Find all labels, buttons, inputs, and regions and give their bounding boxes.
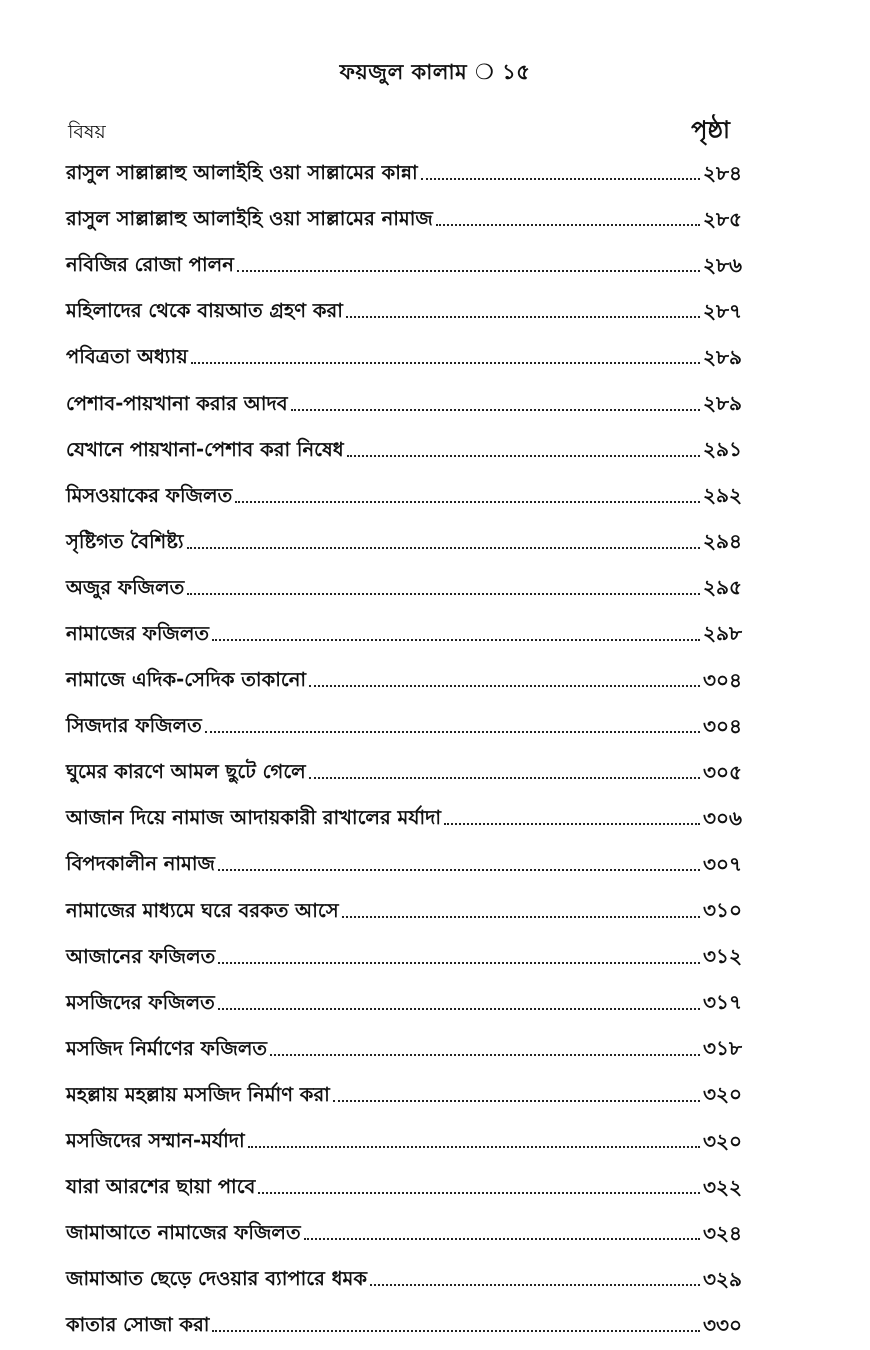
toc-entry-page: ৩১০	[703, 898, 742, 923]
toc-entry	[66, 475, 742, 521]
toc-entry	[66, 843, 742, 889]
toc-entry	[66, 1304, 742, 1350]
toc-entry-page: ৩২২	[702, 1174, 742, 1199]
toc-entry-title: মহিলাদের থেকে বায়আত গ্রহণ করা	[66, 299, 343, 323]
toc-entry-title: মসজিদের সম্মান-মর্যাদা	[66, 1129, 245, 1153]
toc-entry-page: ৩২০	[702, 1128, 742, 1153]
toc-entry-page: ৩১৭	[703, 990, 742, 1015]
toc-entry-page: ৩০৬	[702, 805, 742, 830]
toc-entry-page: ২৮৪	[703, 160, 742, 185]
toc-entry	[66, 1258, 742, 1304]
dot-leader	[258, 1192, 700, 1194]
toc-entry	[66, 521, 742, 567]
toc-entry-page: ২৯৫	[703, 575, 742, 600]
dot-leader	[218, 1008, 700, 1010]
toc-entry-title: নামাজে এদিক-সেদিক তাকানো	[66, 668, 307, 692]
toc-entry	[66, 659, 742, 705]
toc-entry-title: ঘুমের কারণে আমল ছুটে গেলে	[66, 760, 306, 784]
dot-leader	[421, 178, 700, 180]
toc-entry	[66, 336, 742, 382]
toc-entry-title: নামাজের ফজিলত	[66, 621, 210, 645]
dot-leader	[218, 869, 700, 871]
toc-entry	[66, 1028, 742, 1074]
toc-entry-title: রাসুল সাল্লাল্লাহু আলাইহি ওয়া সাল্লামের কান্না	[66, 161, 418, 185]
toc-entry-page: ২৯২	[703, 483, 742, 508]
dot-leader	[237, 270, 700, 272]
toc-entry-title: মহল্লায় মহল্লায় মসজিদ নির্মাণ করা	[66, 1082, 330, 1106]
toc-entry	[66, 1074, 742, 1120]
toc-entry-page: ৩০৪	[703, 667, 742, 692]
dot-leader	[304, 1238, 700, 1240]
toc-entry	[66, 198, 742, 244]
toc-entry-page: ৩৩০	[702, 1312, 742, 1337]
toc-entry-title: রাসুল সাল্লাল্লাহু আলাইহি ওয়া সাল্লামের নামাজ	[66, 207, 433, 231]
toc-entry-page: ২৮৯	[703, 391, 742, 416]
dot-leader	[333, 1100, 700, 1102]
toc-entry-page: ২৮৫	[703, 206, 742, 231]
toc-entry	[66, 382, 742, 428]
toc-entry-page: ২৯৮	[703, 621, 742, 646]
toc-entry-title: পবিত্রতা অধ্যায়	[66, 345, 188, 369]
dot-leader	[309, 685, 700, 687]
toc-entry-page: ৩০৪	[703, 713, 742, 738]
toc-entry-title: যারা আরশের ছায়া পাবে	[66, 1175, 256, 1199]
toc-entry	[66, 152, 742, 198]
dot-leader	[309, 777, 700, 779]
toc-entry-page: ৩০৫	[703, 759, 742, 784]
dot-leader	[191, 362, 700, 364]
toc-entry-title: নামাজের মাধ্যমে ঘরে বরকত আসে	[66, 898, 339, 922]
toc-entry-page: ৩২৪	[703, 1220, 742, 1245]
toc-entry-page: ২৯৪	[703, 529, 742, 554]
dot-leader	[205, 731, 700, 733]
toc-entry	[66, 751, 742, 797]
dot-leader	[218, 962, 700, 964]
toc-entry	[66, 797, 742, 843]
toc-entry-title: মসজিদ নির্মাণের ফজিলত	[66, 1036, 268, 1060]
toc-entry-page: ২৮৬	[703, 252, 742, 277]
toc-entry-page: ৩০৭	[702, 851, 742, 876]
toc-entry	[66, 890, 742, 936]
table-of-contents	[66, 152, 742, 1350]
dot-leader	[347, 455, 700, 457]
dot-leader	[187, 547, 700, 549]
toc-entry-title: কাতার সোজা করা	[66, 1313, 210, 1337]
toc-entry-page: ২৮৯	[703, 344, 742, 369]
toc-entry	[66, 1166, 742, 1212]
toc-entry-title: অজুর ফজিলত	[66, 575, 185, 599]
toc-entry-page: ২৯১	[703, 437, 742, 462]
toc-entry-page: ৩১৮	[703, 1036, 742, 1061]
topic-column-label: বিষয়	[68, 121, 106, 143]
dot-leader	[270, 1054, 700, 1056]
toc-entry-page: ৩২০	[702, 1082, 742, 1107]
toc-entry-title: যেখানে পায়খানা-পেশাব করা নিষেধ	[66, 437, 344, 461]
column-headings	[68, 112, 730, 146]
toc-entry-title: মিসওয়াকের ফজিলত	[66, 483, 233, 507]
toc-entry-title: জামাআত ছেড়ে দেওয়ার ব্যাপারে ধমক	[66, 1267, 367, 1291]
toc-entry-title: মসজিদের ফজিলত	[66, 990, 215, 1014]
toc-entry	[66, 705, 742, 751]
toc-entry	[66, 429, 742, 475]
dot-leader	[212, 639, 700, 641]
running-header: ফয়জুল কালাম ❍ ১৫	[339, 60, 531, 84]
dot-leader	[342, 916, 700, 918]
dot-leader	[436, 224, 700, 226]
toc-entry-title: পেশাব-পায়খানা করার আদব	[66, 391, 288, 415]
toc-entry	[66, 567, 742, 613]
toc-entry-title: আজানের ফজিলত	[66, 944, 216, 968]
dot-leader	[212, 1330, 700, 1332]
dot-leader	[187, 593, 700, 595]
dot-leader	[346, 316, 700, 318]
dot-leader	[235, 501, 700, 503]
toc-entry-title: জামাআতে নামাজের ফজিলত	[66, 1221, 301, 1245]
dot-leader	[370, 1284, 700, 1286]
toc-entry	[66, 936, 742, 982]
toc-entry-title: আজান দিয়ে নামাজ আদায়কারী রাখালের মর্যাদা	[66, 806, 442, 830]
dot-leader	[291, 409, 700, 411]
page-column-label: পৃষ্ঠা	[691, 116, 730, 144]
toc-entry	[66, 613, 742, 659]
toc-entry-page: ২৮৭	[703, 298, 742, 323]
dot-leader	[248, 1146, 700, 1148]
toc-entry-page: ৩২৯	[703, 1266, 742, 1291]
toc-entry	[66, 1212, 742, 1258]
toc-entry	[66, 1120, 742, 1166]
toc-entry	[66, 244, 742, 290]
toc-entry-page: ৩১২	[703, 944, 742, 969]
dot-leader	[444, 823, 700, 825]
toc-entry	[66, 982, 742, 1028]
toc-entry-title: বিপদকালীন নামাজ	[66, 852, 215, 876]
toc-entry-title: সৃষ্টিগত বৈশিষ্ট্য	[66, 529, 184, 553]
toc-entry	[66, 290, 742, 336]
toc-entry-title: নবিজির রোজা পালন	[66, 253, 234, 277]
toc-entry-title: সিজদার ফজিলত	[66, 714, 202, 738]
